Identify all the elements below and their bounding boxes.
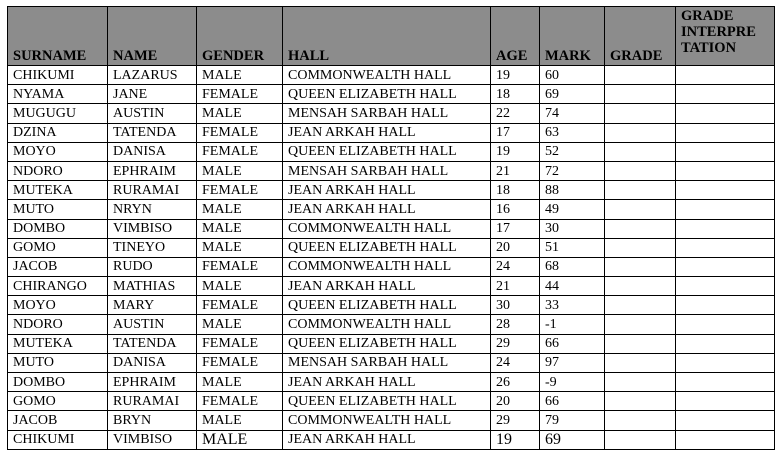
- cell-hall: COMMONWEALTH HALL: [283, 315, 491, 334]
- cell-gender: FEMALE: [197, 296, 283, 315]
- header-surname: SURNAME: [8, 7, 108, 66]
- cell-surname: MUGUGU: [8, 104, 108, 123]
- cell-grade: [605, 257, 676, 276]
- table-body: [8, 66, 775, 450]
- cell-age: 16: [491, 200, 540, 219]
- table-row: [8, 238, 775, 257]
- cell-surname: GOMO: [8, 392, 108, 411]
- cell-hall: QUEEN ELIZABETH HALL: [283, 142, 491, 161]
- table-row: [8, 334, 775, 353]
- cell-grade-interpretation: [676, 315, 775, 334]
- cell-grade-interpretation: [676, 353, 775, 372]
- cell-hall: COMMONWEALTH HALL: [283, 411, 491, 430]
- cell-grade-interpretation: [676, 161, 775, 180]
- cell-surname: MUTO: [8, 200, 108, 219]
- cell-name: MARY: [108, 296, 197, 315]
- cell-grade-interpretation: [676, 257, 775, 276]
- cell-gender: FEMALE: [197, 85, 283, 104]
- cell-mark: 52: [540, 142, 605, 161]
- cell-mark: 63: [540, 123, 605, 142]
- table-row: [8, 219, 775, 238]
- cell-gender: MALE: [197, 200, 283, 219]
- cell-grade-interpretation: [676, 411, 775, 430]
- cell-grade: [605, 277, 676, 296]
- cell-surname: MUTEKA: [8, 334, 108, 353]
- cell-name: BRYN: [108, 411, 197, 430]
- cell-mark: 60: [540, 66, 605, 85]
- cell-name: DANISA: [108, 353, 197, 372]
- cell-grade: [605, 315, 676, 334]
- cell-surname: DZINA: [8, 123, 108, 142]
- cell-age: 29: [491, 411, 540, 430]
- cell-grade-interpretation: [676, 200, 775, 219]
- cell-name: MATHIAS: [108, 277, 197, 296]
- table-row: [8, 123, 775, 142]
- cell-surname: MOYO: [8, 296, 108, 315]
- cell-gender: MALE: [197, 315, 283, 334]
- cell-grade-interpretation: [676, 181, 775, 200]
- cell-grade-interpretation: [676, 85, 775, 104]
- cut-off-row: [7, 446, 775, 452]
- cell-mark: 66: [540, 334, 605, 353]
- cell-gender: MALE: [197, 373, 283, 392]
- cell-mark: 66: [540, 392, 605, 411]
- cell-gender: FEMALE: [197, 334, 283, 353]
- cell-age: 29: [491, 334, 540, 353]
- cell-gender: FEMALE: [197, 123, 283, 142]
- cell-grade-interpretation: [676, 296, 775, 315]
- cell-age: 20: [491, 238, 540, 257]
- cell-age: 24: [491, 257, 540, 276]
- cell-hall: QUEEN ELIZABETH HALL: [283, 296, 491, 315]
- cell-age: 22: [491, 104, 540, 123]
- cell-age: 28: [491, 315, 540, 334]
- cell-grade-interpretation: [676, 142, 775, 161]
- header-gender: GENDER: [197, 7, 283, 66]
- cell-surname: DOMBO: [8, 373, 108, 392]
- cell-name: AUSTIN: [108, 104, 197, 123]
- header-name: NAME: [108, 7, 197, 66]
- table-row: [8, 373, 775, 392]
- cell-grade: [605, 123, 676, 142]
- cell-name: NRYN: [108, 200, 197, 219]
- cell-gender: MALE: [197, 238, 283, 257]
- cell-grade-interpretation: [676, 219, 775, 238]
- cell-mark: 49: [540, 200, 605, 219]
- cell-grade: [605, 219, 676, 238]
- cell-name: EPHRAIM: [108, 161, 197, 180]
- cell-hall: JEAN ARKAH HALL: [283, 200, 491, 219]
- header-grade: GRADE: [605, 7, 676, 66]
- cell-grade: [605, 161, 676, 180]
- cell-gender: MALE: [197, 161, 283, 180]
- cell-name: RUDO: [108, 257, 197, 276]
- cell-grade: [605, 353, 676, 372]
- cell-hall: QUEEN ELIZABETH HALL: [283, 238, 491, 257]
- table-row: [8, 257, 775, 276]
- cell-hall: JEAN ARKAH HALL: [283, 373, 491, 392]
- cell-grade: [605, 200, 676, 219]
- cell-surname: JACOB: [8, 411, 108, 430]
- cell-gender: FEMALE: [197, 353, 283, 372]
- cell-mark: 74: [540, 104, 605, 123]
- table-row: [8, 392, 775, 411]
- cell-mark: 44: [540, 277, 605, 296]
- cell-grade: [605, 181, 676, 200]
- cell-name: JANE: [108, 85, 197, 104]
- cell-hall: QUEEN ELIZABETH HALL: [283, 392, 491, 411]
- cell-mark: 68: [540, 257, 605, 276]
- header-grade-interpretation: GRADE INTERPRE TATION: [676, 7, 775, 66]
- cell-name: TATENDA: [108, 123, 197, 142]
- table-row: [8, 296, 775, 315]
- cell-gender: MALE: [197, 411, 283, 430]
- cell-grade: [605, 296, 676, 315]
- cell-gender: MALE: [197, 104, 283, 123]
- cell-surname: MUTEKA: [8, 181, 108, 200]
- cell-grade-interpretation: [676, 334, 775, 353]
- cell-surname: NDORO: [8, 161, 108, 180]
- table-row: [8, 66, 775, 85]
- cell-name: EPHRAIM: [108, 373, 197, 392]
- cell-grade: [605, 373, 676, 392]
- cell-age: 19: [491, 430, 540, 449]
- table-row: [8, 315, 775, 334]
- cell-name: TATENDA: [108, 334, 197, 353]
- cell-age: 19: [491, 142, 540, 161]
- cell-hall: COMMONWEALTH HALL: [283, 257, 491, 276]
- cell-name: VIMBISO: [108, 430, 197, 449]
- cell-mark: 33: [540, 296, 605, 315]
- cell-age: 17: [491, 219, 540, 238]
- cell-age: 30: [491, 296, 540, 315]
- cell-grade-interpretation: [676, 373, 775, 392]
- cell-age: 24: [491, 353, 540, 372]
- table-row: [8, 277, 775, 296]
- cell-hall: QUEEN ELIZABETH HALL: [283, 85, 491, 104]
- cell-mark: 88: [540, 181, 605, 200]
- cell-age: 18: [491, 181, 540, 200]
- header-row: [8, 7, 775, 66]
- cell-name: RURAMAI: [108, 392, 197, 411]
- header-hall: HALL: [283, 7, 491, 66]
- cell-grade: [605, 238, 676, 257]
- cell-name: LAZARUS: [108, 66, 197, 85]
- cell-surname: DOMBO: [8, 219, 108, 238]
- cell-grade: [605, 85, 676, 104]
- cell-grade-interpretation: [676, 392, 775, 411]
- cell-gender: MALE: [197, 66, 283, 85]
- table-row: [8, 353, 775, 372]
- cell-surname: MUTO: [8, 353, 108, 372]
- cell-grade-interpretation: [676, 277, 775, 296]
- cell-grade: [605, 411, 676, 430]
- cell-grade: [605, 392, 676, 411]
- cell-mark: 51: [540, 238, 605, 257]
- cell-name: AUSTIN: [108, 315, 197, 334]
- cell-hall: MENSAH SARBAH HALL: [283, 104, 491, 123]
- cell-surname: GOMO: [8, 238, 108, 257]
- cell-hall: JEAN ARKAH HALL: [283, 181, 491, 200]
- cell-hall: MENSAH SARBAH HALL: [283, 161, 491, 180]
- cell-grade: [605, 142, 676, 161]
- table-row: [8, 142, 775, 161]
- cell-hall: JEAN ARKAH HALL: [283, 430, 491, 449]
- cell-age: 21: [491, 277, 540, 296]
- cell-age: 20: [491, 392, 540, 411]
- cell-name: DANISA: [108, 142, 197, 161]
- cell-hall: COMMONWEALTH HALL: [283, 219, 491, 238]
- cell-grade: [605, 104, 676, 123]
- cell-gender: MALE: [197, 277, 283, 296]
- cell-age: 26: [491, 373, 540, 392]
- table-row: [8, 161, 775, 180]
- cell-name: TINEYO: [108, 238, 197, 257]
- cell-gender: FEMALE: [197, 142, 283, 161]
- cell-mark: 79: [540, 411, 605, 430]
- cell-mark: -9: [540, 373, 605, 392]
- cell-surname: CHIRANGO: [8, 277, 108, 296]
- cell-grade-interpretation: [676, 66, 775, 85]
- cell-mark: 97: [540, 353, 605, 372]
- cell-surname: JACOB: [8, 257, 108, 276]
- cell-gender: FEMALE: [197, 257, 283, 276]
- cell-grade-interpretation: [676, 104, 775, 123]
- cell-mark: 72: [540, 161, 605, 180]
- table-row: [8, 85, 775, 104]
- table-header: [8, 7, 775, 66]
- cell-grade-interpretation: [676, 238, 775, 257]
- cell-grade-interpretation: [676, 123, 775, 142]
- cell-mark: -1: [540, 315, 605, 334]
- cell-surname: CHIKUMI: [8, 66, 108, 85]
- cell-gender: MALE: [197, 219, 283, 238]
- cell-age: 21: [491, 161, 540, 180]
- cell-hall: QUEEN ELIZABETH HALL: [283, 334, 491, 353]
- cell-hall: MENSAH SARBAH HALL: [283, 353, 491, 372]
- cell-hall: JEAN ARKAH HALL: [283, 277, 491, 296]
- cell-name: VIMBISO: [108, 219, 197, 238]
- cell-name: RURAMAI: [108, 181, 197, 200]
- cell-grade: [605, 66, 676, 85]
- cell-mark: 30: [540, 219, 605, 238]
- table-row: [8, 104, 775, 123]
- student-marks-table: [7, 6, 775, 450]
- header-age: AGE: [491, 7, 540, 66]
- cell-hall: COMMONWEALTH HALL: [283, 66, 491, 85]
- cell-gender: FEMALE: [197, 181, 283, 200]
- table-row: [8, 411, 775, 430]
- cell-hall: JEAN ARKAH HALL: [283, 123, 491, 142]
- cell-mark: 69: [540, 85, 605, 104]
- cell-age: 18: [491, 85, 540, 104]
- table-row: [8, 200, 775, 219]
- cell-surname: NDORO: [8, 315, 108, 334]
- cell-age: 19: [491, 66, 540, 85]
- cell-gender: FEMALE: [197, 392, 283, 411]
- cell-age: 17: [491, 123, 540, 142]
- cell-surname: MOYO: [8, 142, 108, 161]
- cell-gender: MALE: [197, 430, 283, 449]
- cell-mark: 69: [540, 430, 605, 449]
- cell-surname: NYAMA: [8, 85, 108, 104]
- cell-grade: [605, 334, 676, 353]
- table-row: [8, 181, 775, 200]
- header-mark: MARK: [540, 7, 605, 66]
- cell-surname: CHIKUMI: [8, 430, 108, 449]
